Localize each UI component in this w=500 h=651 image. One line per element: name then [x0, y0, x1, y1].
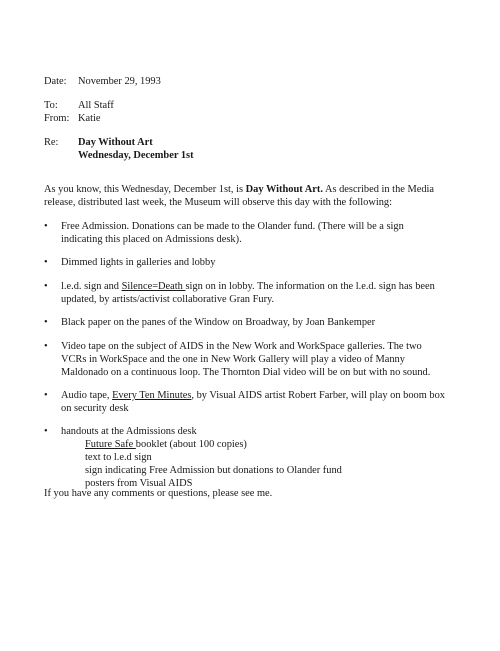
re-label: Re: — [44, 137, 59, 148]
bullet-marker: • — [44, 341, 48, 352]
bullet-text-line: updated, by artists/activist collaborative Gran Fury. — [61, 294, 275, 305]
intro-line-1 — [44, 183, 474, 196]
bullet-text-line — [61, 389, 445, 402]
bullet-marker: • — [44, 317, 48, 328]
silence-death-title: Silence=Death — [121, 281, 186, 292]
from-value: Katie — [78, 113, 101, 124]
handout-item-future-safe — [85, 438, 247, 451]
bullet-marker: • — [44, 281, 48, 292]
date-label: Date: — [44, 76, 67, 87]
bullet-text-line: indicating this placed on Admissions desk). — [61, 234, 242, 245]
future-safe-title: Future Safe — [85, 439, 136, 450]
audio-text-b: , by Visual AIDS artist Robert Farber, will play on boom box — [191, 390, 445, 401]
bullet-text-line: Free Admission. Donations can be made to the Olander fund. (There will be a sign — [61, 221, 404, 232]
bullet-text-line — [61, 280, 435, 293]
intro-day-without-art: Day Without Art. — [245, 184, 323, 195]
bullet-text-line: Black paper on the panes of the Window on Broadway, by Joan Bankemper — [61, 317, 376, 328]
to-value: All Staff — [78, 100, 114, 111]
led-text-a: l.e.d. sign and — [61, 281, 122, 292]
bullet-marker: • — [44, 221, 48, 232]
to-label: To: — [44, 100, 58, 111]
bullet-text-line: Maldonado on a continuous loop. The Thornton Dial video will be on but with no sound. — [61, 367, 431, 378]
date-value: November 29, 1993 — [78, 76, 161, 87]
closing-line: If you have any comments or questions, please see me. — [44, 488, 273, 499]
bullet-text-line: Dimmed lights in galleries and lobby — [61, 257, 216, 268]
bullet-marker: • — [44, 257, 48, 268]
bullet-marker: • — [44, 390, 48, 401]
led-text-b: sign on in lobby. The information on the l.e.d. sign has been — [185, 281, 435, 292]
handout-item-sign: sign indicating Free Admission but donations to Olander fund — [85, 465, 342, 476]
intro-line-2: release, distributed last week, the Museum will observe this day with the following: — [44, 197, 393, 208]
bullet-marker: • — [44, 426, 48, 437]
bullet-text-line: VCRs in WorkSpace and the one in New Work Gallery will play a video of Manny — [61, 354, 405, 365]
handout-item-led-text: text to l.e.d sign — [85, 452, 152, 463]
bullet-text-line: Video tape on the subject of AIDS in the New Work and WorkSpace galleries. The two — [61, 341, 422, 352]
from-label: From: — [44, 113, 70, 124]
re-subject: Day Without Art — [78, 137, 153, 148]
bullet-text-line: handouts at the Admissions desk — [61, 426, 197, 437]
re-date: Wednesday, December 1st — [78, 150, 194, 161]
handout-item-posters: posters from Visual AIDS — [85, 478, 193, 489]
audio-text-a: Audio tape, — [61, 390, 113, 401]
every-ten-minutes-title: Every Ten Minutes — [112, 390, 192, 401]
intro-text-c: As described in the Media — [322, 184, 435, 195]
future-safe-text: booklet (about 100 copies) — [135, 439, 247, 450]
bullet-text-line: on security desk — [61, 403, 129, 414]
intro-text-a: As you know, this Wednesday, December 1st, is — [44, 184, 246, 195]
